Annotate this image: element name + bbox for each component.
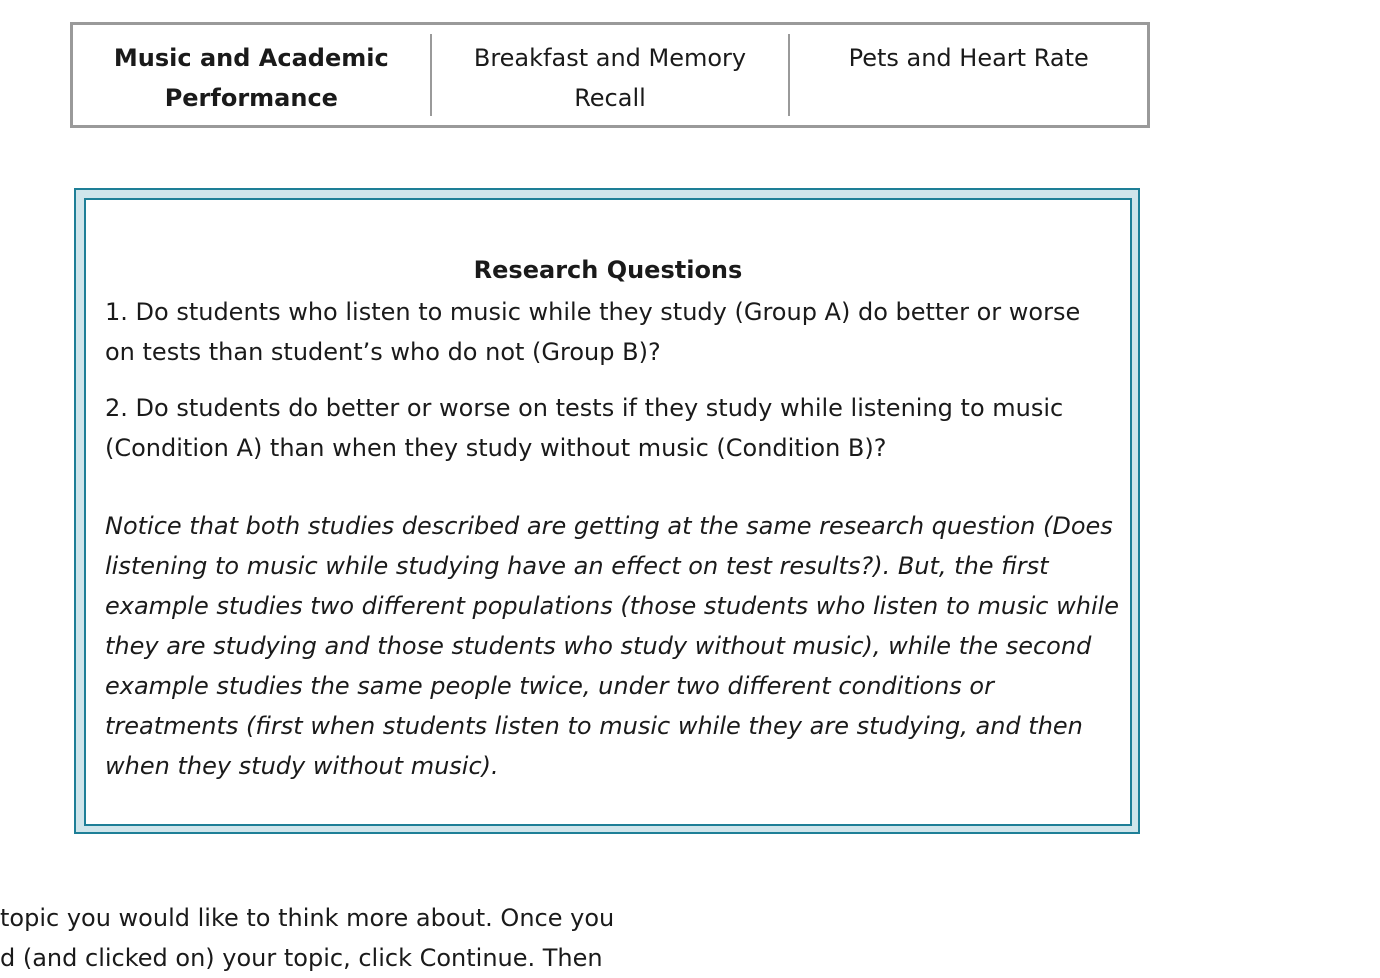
research-note: Notice that both studies described are getting at the same research question (Does listening to music while studying have an effect on test results?). But, the first example studies two different populations (those students who listen to music while they are studying and those students who study without music), while the second example studies the same people twice, under two different conditions or treatments (first when students listen to music while they are studying, and then when they study without music). bbox=[105, 512, 1120, 780]
tab-music-academic-performance[interactable] bbox=[73, 25, 430, 125]
tab-label: Pets and Heart Rate bbox=[848, 44, 1089, 72]
research-panel bbox=[84, 198, 1132, 826]
tab-breakfast-memory-recall[interactable] bbox=[432, 25, 789, 125]
topic-tabs bbox=[70, 22, 1150, 128]
research-questions-title: Research Questions bbox=[473, 256, 743, 284]
research-question-1: 1. Do students who listen to music while they study (Group A) do better or worse on tests than student’s who do not (Group B)? bbox=[105, 298, 1081, 366]
research-question-2: 2. Do students do better or worse on tests if they study while listening to music (Condition A) than when they study without music (Condition B)? bbox=[105, 394, 1064, 462]
tab-pets-heart-rate[interactable] bbox=[790, 25, 1147, 125]
instructions-line-2: d (and clicked on) your topic, click Continue. Then bbox=[0, 944, 603, 972]
instructions-line-1: topic you would like to think more about. Once you bbox=[0, 904, 615, 932]
tab-label: Breakfast and Memory Recall bbox=[473, 44, 747, 112]
instructions-text bbox=[0, 898, 640, 978]
tab-label: Music and Academic Performance bbox=[113, 44, 389, 112]
